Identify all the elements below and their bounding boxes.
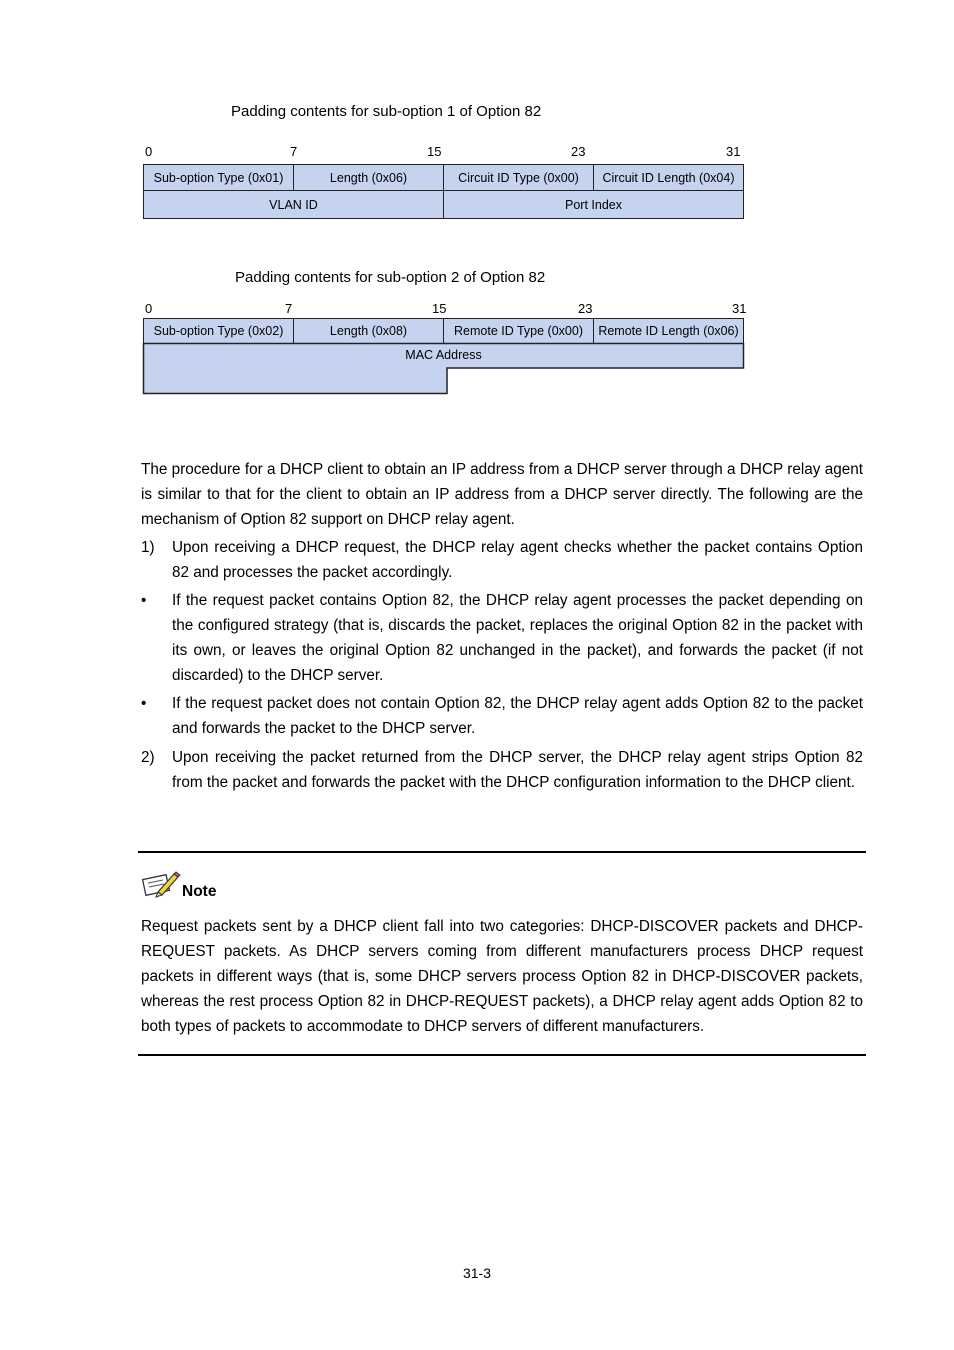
bit-label: 31	[732, 301, 747, 316]
bit-label: 23	[578, 301, 593, 316]
note-label: Note	[182, 883, 217, 900]
suboption-type-cell: Sub-option Type (0x02)	[143, 318, 294, 344]
remote-id-length-cell: Remote ID Length (0x06)	[593, 318, 744, 344]
page-number: 31-3	[462, 1265, 492, 1281]
note-text: Request packets sent by a DHCP client fall into two categories: DHCP-DISCOVER packets and DHCP-REQUEST packets. As DHCP servers coming from different manufacturers process DHCP request packets in different ways (that is, some DHCP servers process Option 82 in DHCP-DISCOVER packets, whereas the rest process Option 82 in DHCP-REQUEST packets), a DHCP relay agent adds Option 82 to both types of packets to accommodate to DHCP servers of different manufacturers.	[141, 918, 863, 1035]
circuit-id-type-cell: Circuit ID Type (0x00)	[443, 164, 594, 191]
length-cell: Length (0x06)	[293, 164, 444, 191]
list-item	[141, 535, 863, 585]
intro-paragraph: The procedure for a DHCP client to obtain an IP address from a DHCP server through a DHCP relay agent is similar to that for the client to obtain an IP address from a DHCP server directly. The following are the mechanism of Option 82 support on DHCP relay agent.	[141, 461, 863, 528]
note-bottom-rule	[138, 1054, 866, 1056]
note-pencil-icon	[141, 870, 181, 900]
note-top-rule	[138, 851, 866, 853]
list-item-text: Upon receiving a DHCP request, the DHCP relay agent checks whether the packet contains Option 82 and processes the packet accordingly.	[172, 539, 863, 581]
bit-label: 7	[290, 144, 298, 159]
figure2-title: Padding contents for sub-option 2 of Option 82	[235, 269, 546, 286]
suboption-type-cell: Sub-option Type (0x01)	[143, 164, 294, 191]
figure1-title: Padding contents for sub-option 1 of Option 82	[231, 103, 542, 120]
list-marker: 1)	[141, 539, 155, 556]
list-item-text: If the request packet does not contain Option 82, the DHCP relay agent adds Option 82 to the packet and forwards the packet to the DHCP server.	[172, 695, 863, 737]
remote-id-type-cell: Remote ID Type (0x00)	[443, 318, 594, 344]
list-item	[141, 588, 863, 688]
bit-label: 23	[571, 144, 586, 159]
list-marker: 2)	[141, 749, 155, 766]
list-item-text: If the request packet contains Option 82, the DHCP relay agent processes the packet depending on the configured strategy (that is, discards the packet, replaces the original Option 82 in the packet with its own, or leaves the original Option 82 unchanged in the packet), and forwards the packet (if not discarded) to the DHCP server.	[172, 592, 863, 684]
bit-label: 15	[432, 301, 447, 316]
circuit-id-length-cell: Circuit ID Length (0x04)	[593, 164, 744, 191]
port-index-cell: Port Index	[443, 190, 744, 219]
mac-address-label: MAC Address	[405, 348, 482, 362]
bullet-marker: •	[141, 592, 147, 609]
length-cell: Length (0x08)	[293, 318, 444, 344]
bit-label: 7	[285, 301, 293, 316]
list-item-text: Upon receiving the packet returned from the DHCP server, the DHCP relay agent strips Option 82 from the packet and forwards the packet with the DHCP configuration information to the DHCP client.	[172, 749, 863, 791]
list-item	[141, 745, 863, 795]
bit-label: 15	[427, 144, 442, 159]
bullet-marker: •	[141, 695, 147, 712]
list-item	[141, 691, 863, 741]
bit-label: 0	[145, 144, 153, 159]
bit-label: 31	[726, 144, 741, 159]
bit-label: 0	[145, 301, 153, 316]
vlan-id-cell: VLAN ID	[143, 190, 444, 219]
